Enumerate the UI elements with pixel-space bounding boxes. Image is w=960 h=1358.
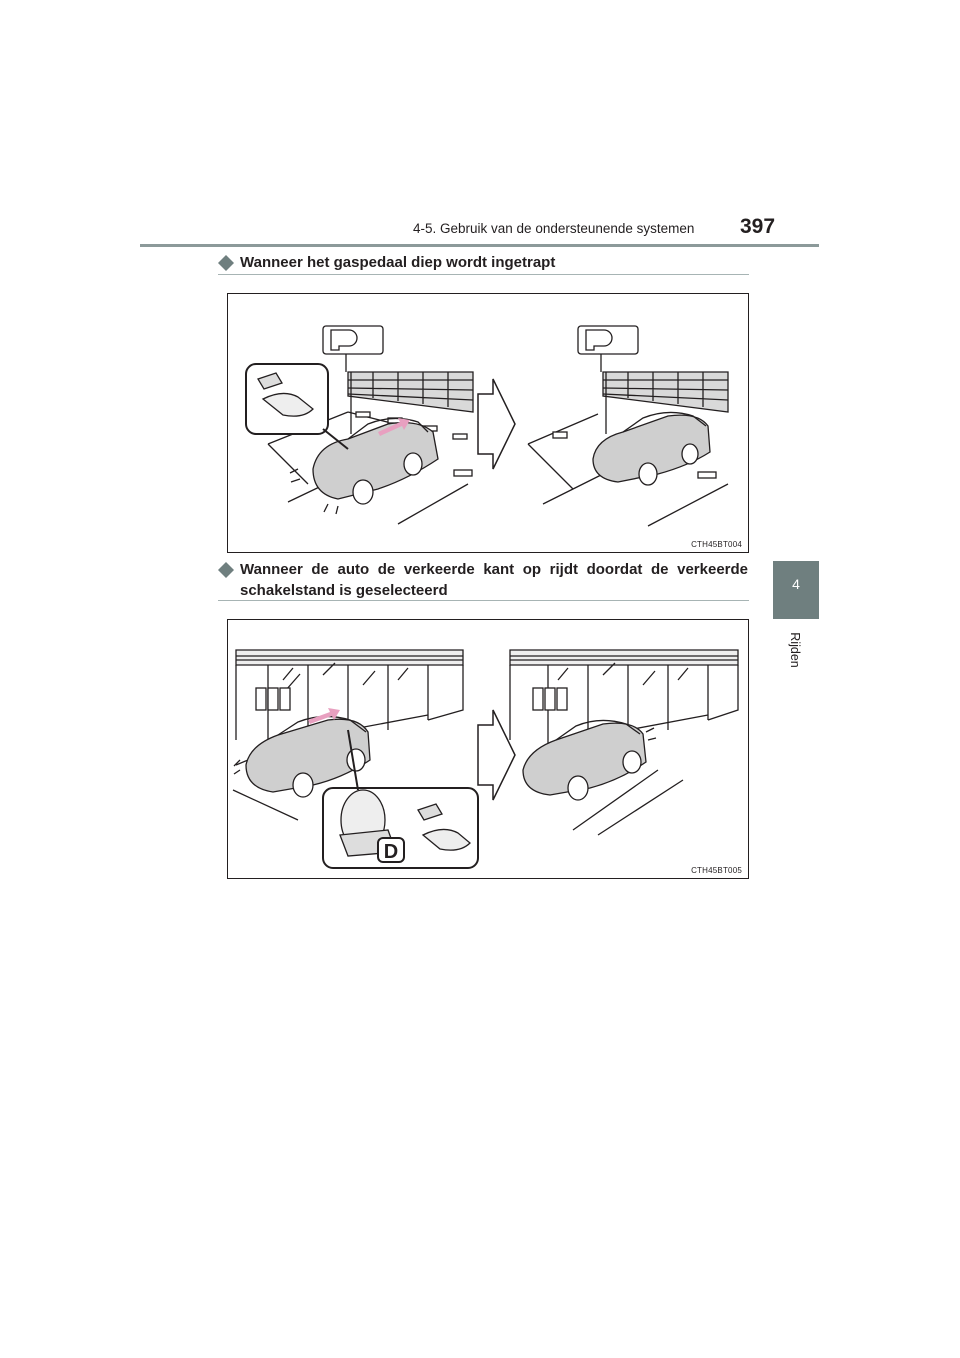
page-number: 397 [740,215,776,238]
diamond-bullet-icon [218,562,234,578]
chapter-label: Rijden [788,632,802,668]
header-divider [140,244,819,247]
gear-d-label: D [383,841,399,863]
figure-code: CTH45BT005 [691,866,742,875]
section-heading-text: Wanneer de auto de verkeerde kant op rijdt doordat de verkeerde schakelstand is geselecteerd [240,561,748,599]
section-heading-text: Wanneer het gaspedaal diep wordt ingetrapt [240,254,556,271]
section-divider [218,600,749,601]
running-header: 4-5. Gebruik van de ondersteunende systemen [413,221,695,236]
figure-code: CTH45BT004 [691,540,742,549]
figure-accelerator-pedal [227,293,749,553]
section-heading-1 [218,252,748,273]
chapter-number: 4 [792,576,800,592]
section-heading-2 [218,559,748,601]
storefront-illustration [228,620,748,878]
figure-wrong-gear [227,619,749,879]
section-divider [218,274,749,275]
diamond-bullet-icon [218,255,234,271]
parking-lot-illustration [228,294,748,552]
